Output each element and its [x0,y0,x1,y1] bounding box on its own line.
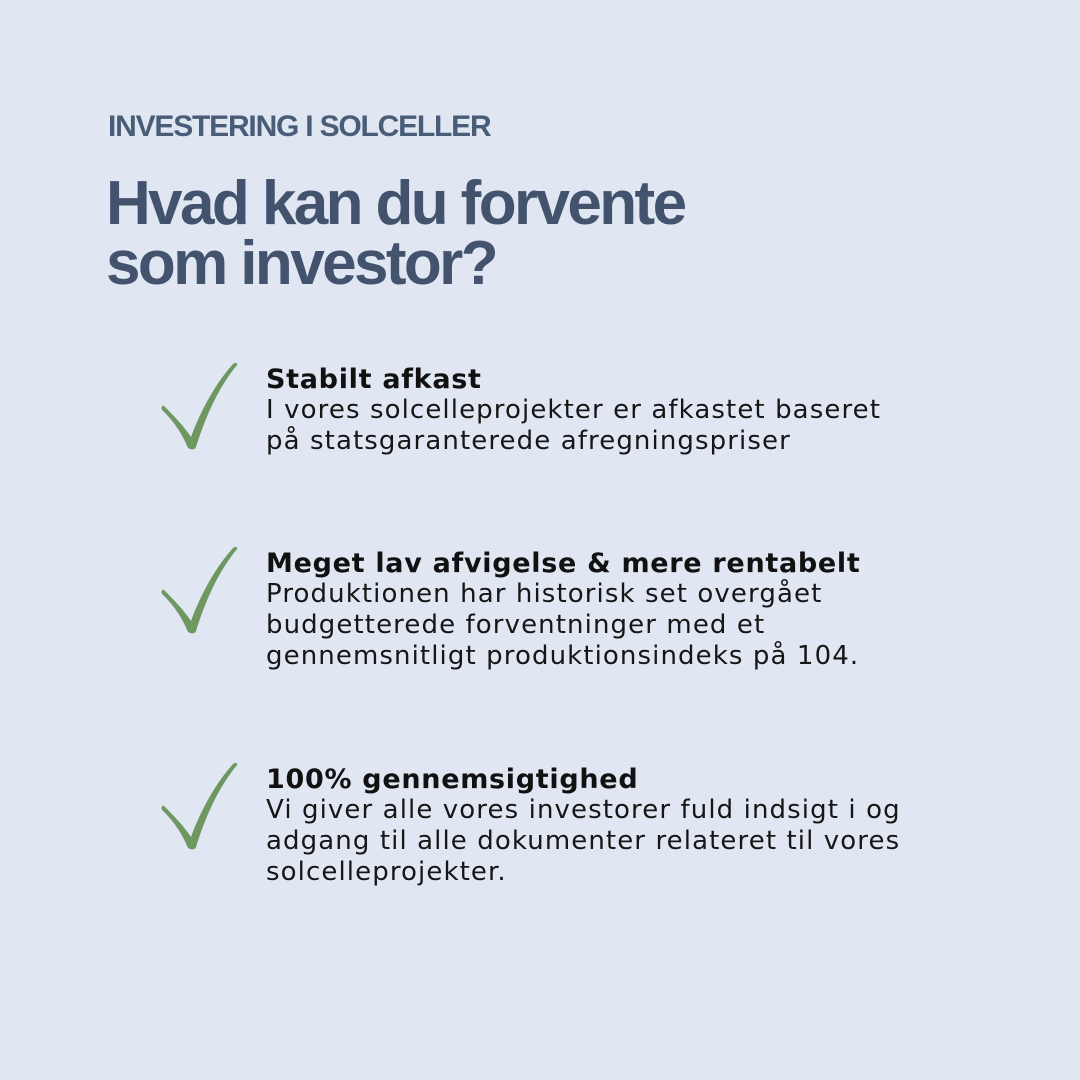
benefit-description-line: på statsgaranterede afregningspriser [266,426,791,456]
benefit-description-line: Produktionen har historisk set overgået [266,579,823,609]
benefit-text [266,364,1006,457]
benefit-description-line: gennemsnitligt produktionsindeks på 104. [266,641,860,671]
benefit-heading: 100% gennemsigtighed [266,764,639,795]
benefit-heading: Stabilt afkast [266,364,482,395]
benefit-description-line: budgetterede forventninger med et [266,610,766,640]
page-title-line: Hvad kan du forvente [106,169,685,238]
benefit-description-line: solcelleprojekter. [266,857,507,887]
page-title-line: som investor? [106,229,496,298]
benefit-text [266,548,1006,672]
benefit-text [266,764,1006,888]
checkmark-icon [160,546,240,638]
checkmark-icon [160,362,240,454]
eyebrow-label: INVESTERING I SOLCELLER [108,110,491,143]
page-title [106,169,685,298]
benefit-description-line: adgang til alle dokumenter relateret til vores [266,826,901,856]
benefit-description-line: I vores solcelleprojekter er afkastet baseret [266,395,882,425]
benefit-heading: Meget lav afvigelse & mere rentabelt [266,548,861,579]
checkmark-icon [160,762,240,854]
benefit-description-line: Vi giver alle vores investorer fuld indsigt i og [266,795,901,825]
